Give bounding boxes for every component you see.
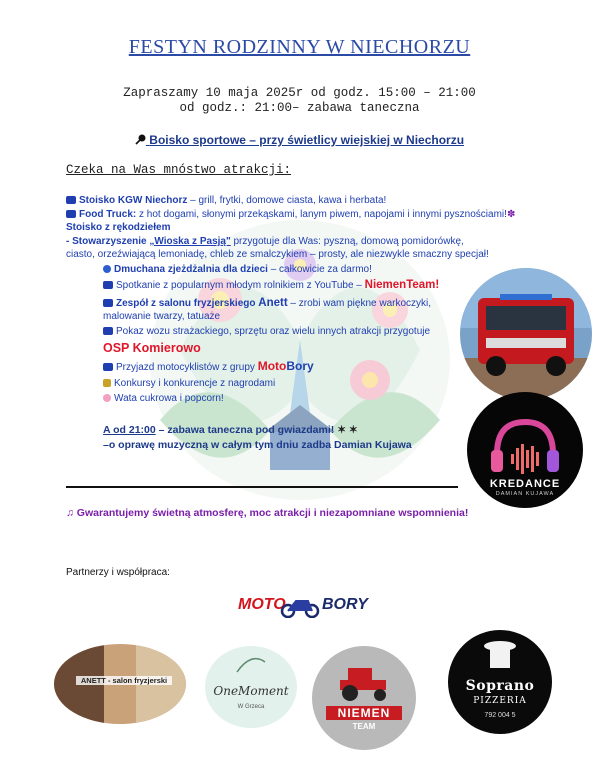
- assoc-name: „Wioska z Pasją": [149, 236, 231, 247]
- motorcycle-icon: [103, 363, 113, 371]
- list-item-candy: [103, 392, 224, 405]
- onemoment-logo: [205, 646, 297, 728]
- youtube-text: Spotkanie z popularnym młodym rolnikiem z YouTube –: [116, 280, 365, 291]
- motobory-logo: [236, 580, 368, 626]
- food-text: z hot dogami, słonymi przekąskami, lanym piwem, napojami i innymi pysznościami!: [136, 209, 507, 220]
- list-item-association: [66, 235, 494, 261]
- scissors-icon: [103, 299, 113, 307]
- list-item-salon: [103, 297, 453, 323]
- moto-name-b: Bory: [286, 359, 314, 373]
- kredance-text: KREDANCE: [489, 478, 561, 490]
- stand-icon: [66, 196, 76, 204]
- candy-text: Wata cukrowa i popcorn!: [114, 393, 224, 404]
- soprano-pizzeria-logo: [448, 630, 552, 734]
- balloon-icon: [103, 265, 111, 273]
- motorcycle-logo-icon: [280, 592, 320, 618]
- pin-icon: [135, 134, 146, 145]
- niemen-sub: TEAM: [352, 722, 376, 731]
- list-item-youtube: [103, 279, 439, 292]
- anett-text: ANETT - salon fryzjerski: [76, 676, 172, 685]
- moto-name-a: Moto: [257, 359, 287, 373]
- attractions-heading: Czeka na Was mnóstwo atrakcji:: [66, 163, 292, 177]
- onemoment-sub: W Grzeca: [237, 704, 265, 710]
- fire-truck-icon: [103, 327, 113, 335]
- salon-prefix: Zespół z salonu fryzjerskiego: [116, 298, 259, 309]
- onemoment-text: OneMoment: [213, 684, 289, 698]
- assoc-text: przygotuje dla Was: pyszną, domową pomidorówkę, ciasto, orzeźwiającą lemoniadę, chleb ze smalczykiem – prosty, ale niezwykle smaczny specjał!: [66, 236, 489, 260]
- guarantee-line: [66, 507, 468, 519]
- dancers-icon: ✶ ✶: [337, 424, 358, 436]
- pizzeria-text: PIZZERIA: [473, 696, 527, 706]
- assoc-prefix: - Stowarzyszenie: [66, 236, 150, 247]
- music-notes-icon: ♫: [66, 507, 74, 519]
- slide-name: Dmuchana zjeżdżalnia dla dzieci: [114, 264, 268, 275]
- soprano-text: Soprano: [465, 678, 535, 694]
- fire-truck-text: Pokaz wozu strażackiego, sprzętu oraz wielu innych atrakcji przygotuje: [116, 326, 431, 337]
- niemen-team-logo: [312, 646, 416, 750]
- partners-label: Partnerzy i współpraca:: [66, 567, 170, 578]
- motobory-text-b: BORY: [322, 596, 368, 613]
- list-item-fire-truck: [103, 325, 430, 338]
- fire-truck-photo: [460, 268, 592, 400]
- leaves-icon: [235, 656, 267, 674]
- music-line: –o oprawę muzyczną w całym tym dniu zadba Damian Kujawa: [103, 439, 412, 451]
- page-title: FESTYN RODZINNY W NIECHORZU: [128, 36, 471, 58]
- niemen-text: NIEMEN: [326, 706, 402, 720]
- food-name: Food Truck:: [79, 209, 137, 220]
- fire-truck-image-icon: [460, 268, 592, 400]
- dance-text: – zabawa taneczna pod gwiazdami!: [155, 424, 335, 436]
- tractor-logo-icon: [334, 662, 394, 702]
- soprano-phone: 792 004 5: [484, 712, 516, 719]
- kredance-sub: DAMIAN KUJAWA: [495, 491, 555, 497]
- list-item-crafts: Stoisko z rękodziełem: [66, 222, 171, 233]
- dance-line-2: [103, 424, 358, 436]
- hotdog-icon: ✽: [506, 209, 516, 220]
- motobory-text-a: MOTO: [238, 596, 286, 613]
- divider: [66, 486, 458, 488]
- dance-line: od godz.: 21:00– zabawa taneczna: [179, 101, 420, 115]
- salon-text: – zrobi wam piękne warkoczyki, malowanie twarzy, tatuaże: [103, 298, 432, 322]
- venue-line: [0, 133, 599, 147]
- guarantee-text: Gwarantujemy świetną atmosferę, moc atrakcji i niezapomniane wspomnienia!: [76, 507, 469, 519]
- youtube-name: NiemenTeam!: [364, 279, 440, 291]
- venue-text: Boisko sportowe – przy świetlicy wiejskiej w Niechorzu: [149, 133, 465, 147]
- date-line: Zapraszamy 10 maja 2025r od godz. 15:00 – 21:00: [123, 86, 476, 100]
- list-item-food-truck: [66, 208, 515, 221]
- list-item-contests: [103, 377, 275, 390]
- food-truck-icon: [66, 210, 76, 218]
- salon-name: Anett: [258, 297, 288, 309]
- osp-name: OSP Komierowo: [103, 341, 201, 355]
- slide-text: – całkowicie za darmo!: [267, 264, 372, 275]
- kgw-name: Stoisko KGW Niechorz: [79, 195, 188, 206]
- list-item-slide: [103, 263, 372, 276]
- contests-text: Konkursy i konkurencje z nagrodami: [114, 378, 276, 389]
- trophy-icon: [103, 379, 111, 387]
- tractor-icon: [103, 281, 113, 289]
- kgw-text: – grill, frytki, domowe ciasta, kawa i herbata!: [187, 195, 387, 206]
- chef-icon: [480, 636, 520, 672]
- dance-time: A od 21:00: [103, 424, 156, 436]
- cotton-candy-icon: [103, 394, 111, 402]
- moto-prefix: Przyjazd motocyklistów z grupy: [116, 362, 258, 373]
- list-item-kgw: [66, 194, 386, 207]
- kredance-logo: [467, 392, 583, 508]
- anett-salon-logo: [54, 644, 186, 724]
- list-item-moto: [103, 360, 314, 374]
